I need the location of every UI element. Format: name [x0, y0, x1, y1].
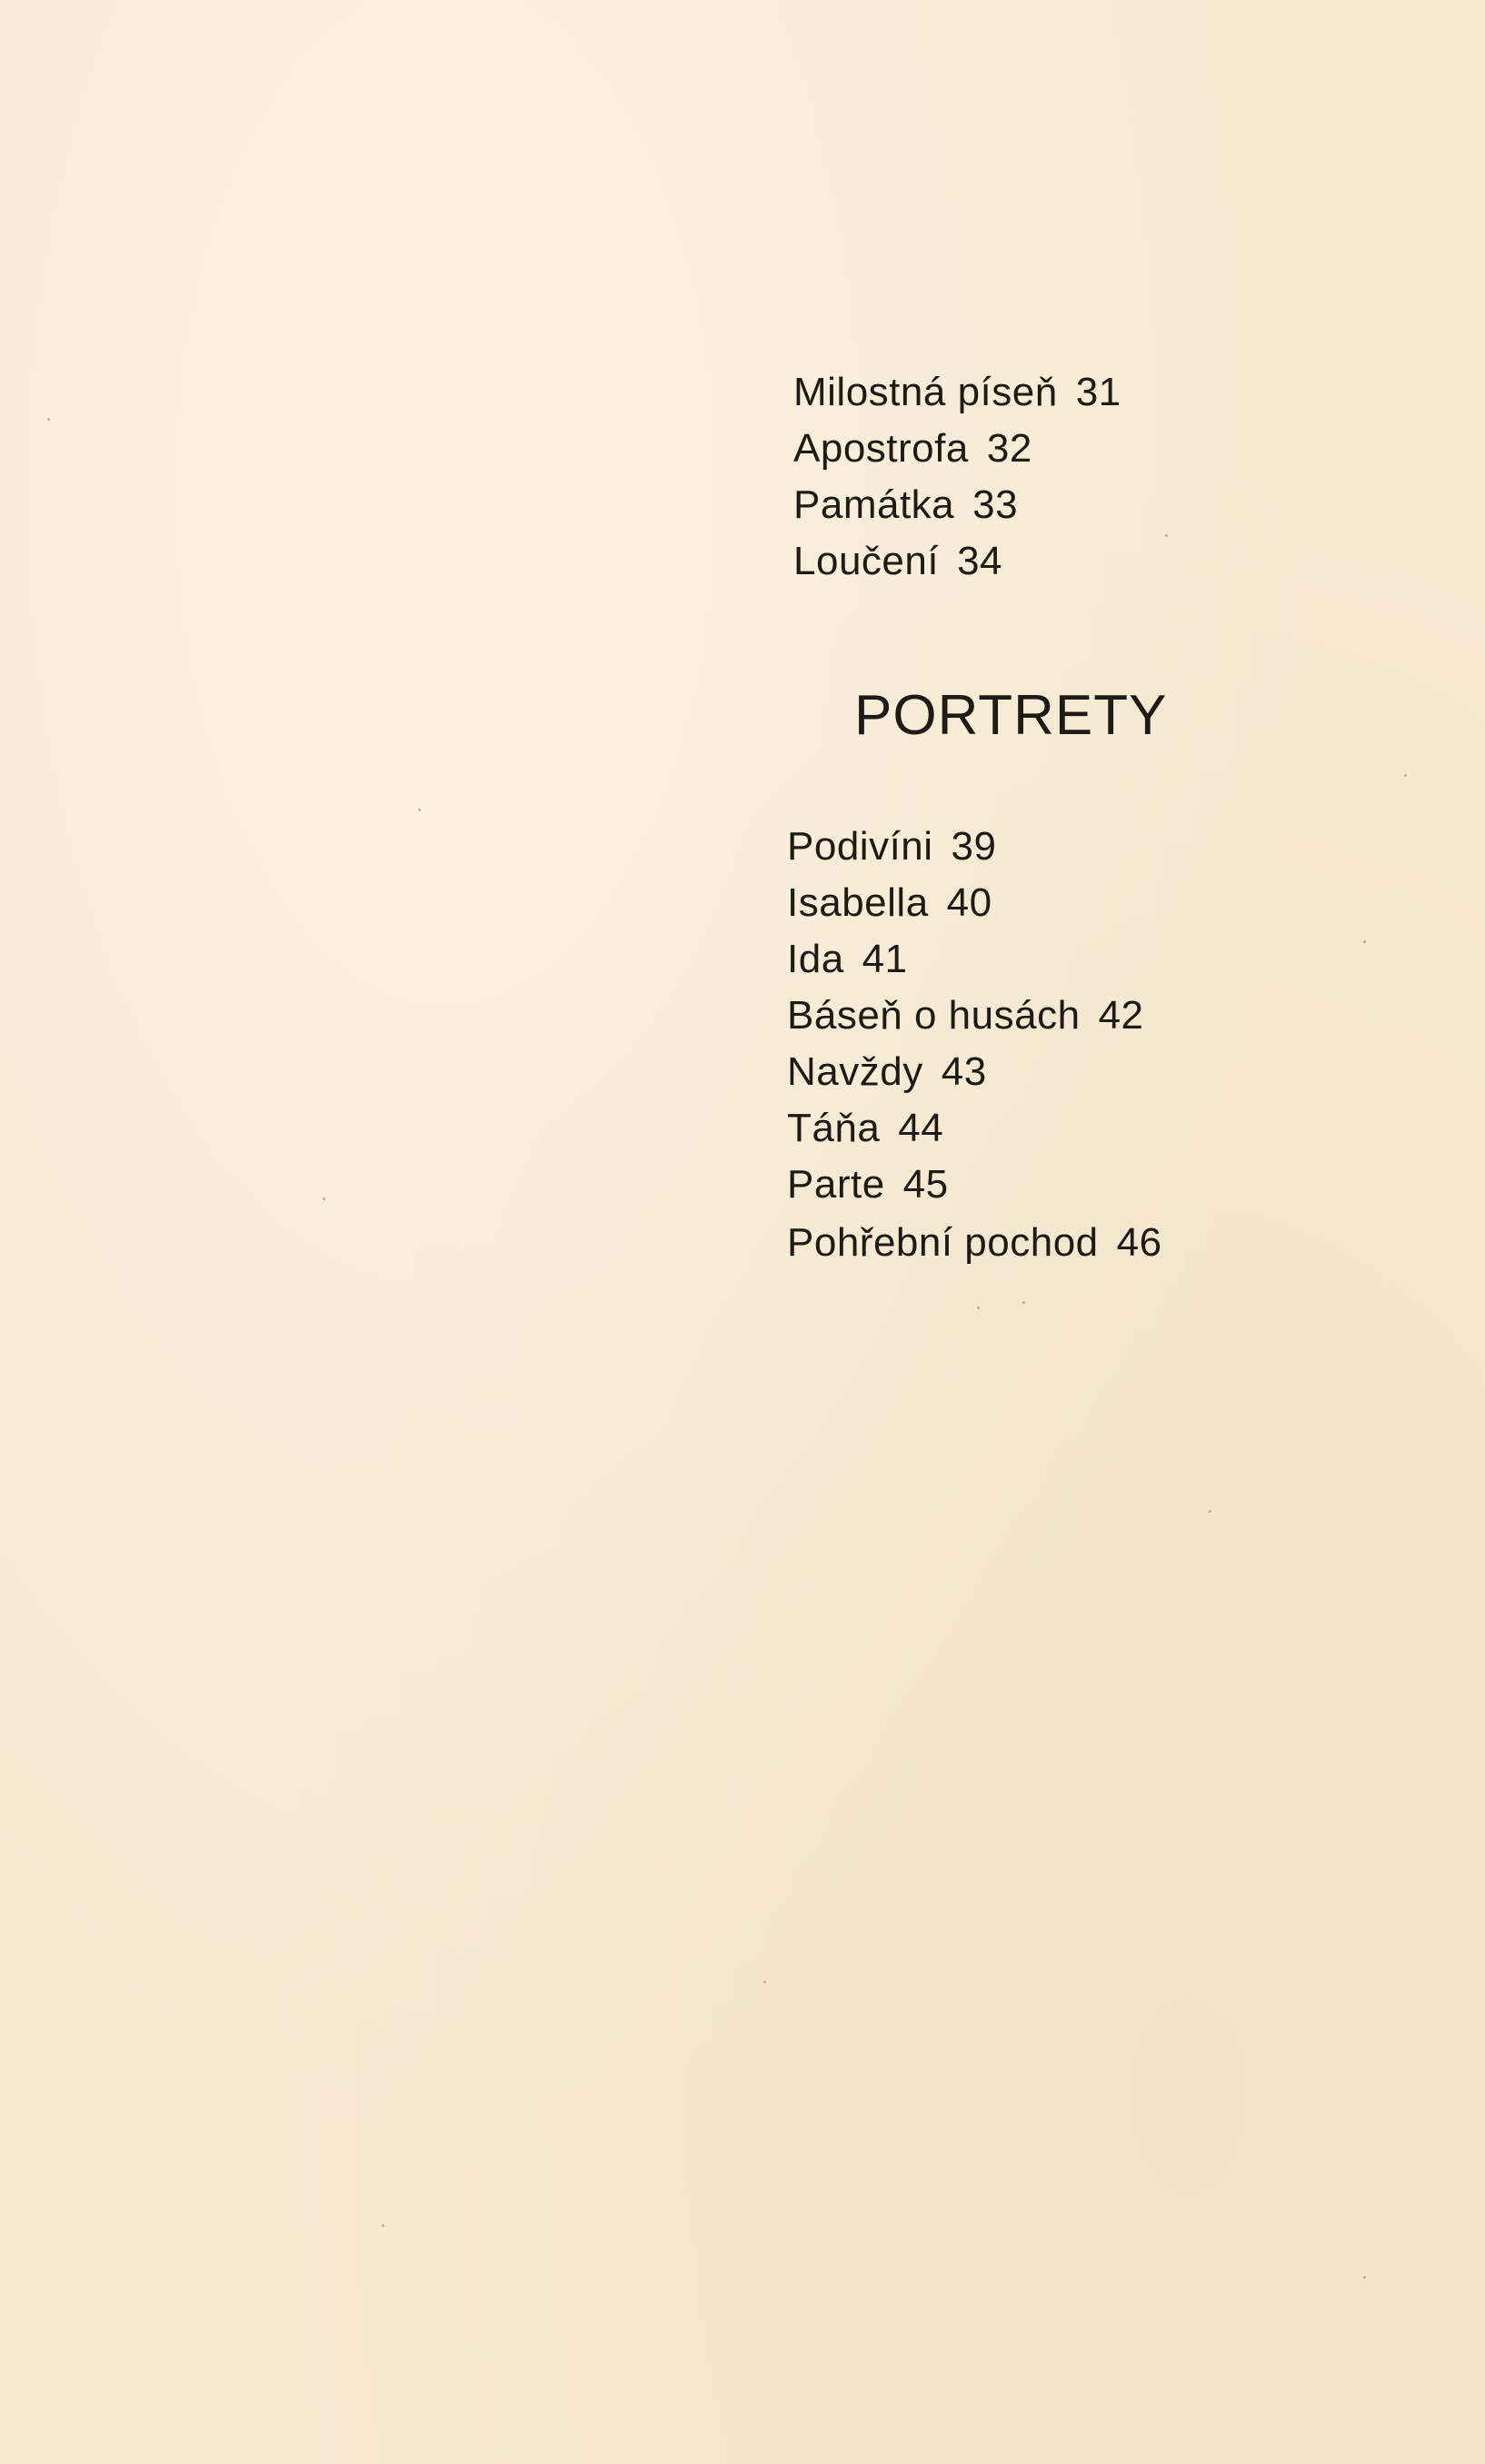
toc-entry	[793, 369, 1121, 416]
toc-entry-title: Loučení	[793, 539, 940, 583]
toc-entry-page: 42	[1098, 993, 1144, 1038]
toc-entry-page: 34	[957, 539, 1003, 583]
paper-speck	[1363, 940, 1366, 943]
paper-speck	[1363, 2276, 1366, 2279]
toc-entry	[787, 879, 992, 927]
toc-entry-title: Ida	[787, 937, 844, 981]
toc-entry-title: Táňa	[787, 1106, 881, 1150]
toc-entry	[793, 482, 1018, 529]
paper-speck	[418, 809, 421, 811]
toc-entry	[793, 425, 1032, 472]
toc-entry	[787, 1048, 987, 1096]
toc-entry-page: 32	[986, 426, 1032, 471]
paper-speck	[1209, 1510, 1211, 1513]
toc-entry-title: Navždy	[787, 1049, 923, 1094]
paper-speck	[1404, 774, 1407, 777]
toc-entry-title: Památka	[793, 482, 955, 527]
paper-speck	[763, 1981, 766, 1983]
toc-entry-page: 40	[946, 880, 992, 925]
toc-entry-title: Milostná píseň	[793, 370, 1058, 414]
toc-entry-title: Parte	[787, 1162, 885, 1207]
section-heading: PORTRETY	[854, 684, 1168, 747]
paper-speck	[382, 2224, 384, 2227]
toc-entry	[787, 1105, 943, 1152]
toc-entry-page: 39	[951, 824, 997, 869]
paper-speck	[323, 1197, 325, 1200]
toc-entry	[787, 936, 908, 983]
toc-entry-title: Báseň o husách	[787, 993, 1081, 1038]
paper-speck	[1165, 534, 1168, 537]
toc-entry-title: Apostrofa	[793, 426, 969, 471]
toc-entry-page: 41	[862, 937, 908, 981]
toc-entry-title: Isabella	[787, 880, 929, 925]
toc-entry	[787, 823, 997, 870]
paper-speck	[47, 418, 50, 421]
toc-entry-page: 46	[1116, 1220, 1162, 1265]
toc-entry	[787, 1219, 1162, 1267]
toc-entry	[793, 538, 1002, 585]
paper-speck	[1022, 1301, 1025, 1304]
toc-entry	[787, 1161, 949, 1208]
toc-entry-page: 31	[1075, 370, 1121, 414]
toc-entry-title: Pohřební pochod	[787, 1220, 1099, 1265]
toc-entry-page: 44	[898, 1106, 944, 1150]
toc-entry-title: Podivíni	[787, 824, 933, 869]
toc-entry-page: 33	[972, 482, 1019, 527]
toc-entry-page: 45	[902, 1162, 949, 1207]
paper-speck	[977, 1307, 980, 1309]
toc-entry	[787, 992, 1144, 1039]
toc-entry-page: 43	[941, 1049, 987, 1094]
